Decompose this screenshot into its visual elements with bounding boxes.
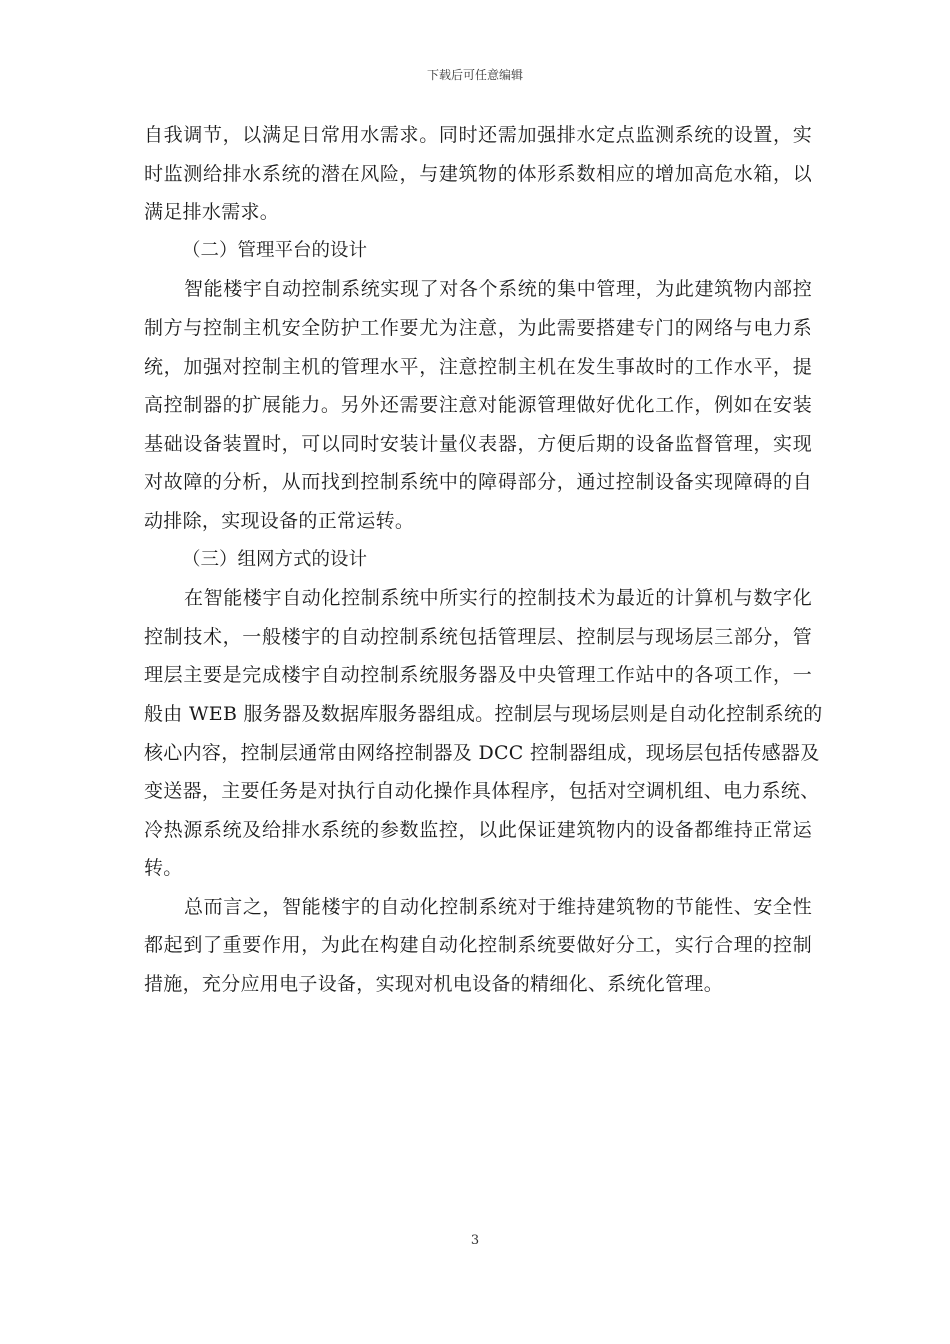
section-heading-3: （三）组网方式的设计 — [182, 548, 368, 570]
page-header: 下载后可任意编辑 — [426, 68, 523, 82]
paragraph-line: 总而言之，智能楼宇的自动化控制系统对于维持建筑物的节能性、安全性 — [184, 895, 812, 918]
paragraph-line: 时监测给排水系统的潜在风险，与建筑物的体形系数相应的增加高危水箱，以 — [144, 162, 812, 185]
page-number: 3 — [470, 1233, 480, 1248]
paragraph-line: 满足排水需求。 — [144, 201, 280, 224]
paragraph-line: 般由 WEB 服务器及数据库服务器组成。控制层与现场层则是自动化控制系统的 — [144, 702, 823, 725]
paragraph-2 — [144, 270, 812, 540]
paragraph-line: 高控制器的扩展能力。另外还需要注意对能源管理做好优化工作，例如在安装 — [144, 394, 812, 417]
paragraph-line: 核心内容，控制层通常由网络控制器及 DCC 控制器组成，现场层包括传感器及 — [144, 741, 820, 764]
paragraph-line: 理层主要是完成楼宇自动控制系统服务器及中央管理工作站中的各项工作，一 — [144, 664, 812, 687]
paragraph-line: 控制技术，一般楼宇的自动控制系统包括管理层、控制层与现场层三部分，管 — [144, 625, 812, 648]
section-heading-2: （二）管理平台的设计 — [182, 239, 368, 261]
paragraph-line: 智能楼宇自动控制系统实现了对各个系统的集中管理，为此建筑物内部控 — [184, 278, 812, 301]
paragraph-line: 冷热源系统及给排水系统的参数监控，以此保证建筑物内的设备都维持正常运 — [144, 818, 812, 841]
paragraph-line: 措施，充分应用电子设备，实现对机电设备的精细化、系统化管理。 — [144, 973, 724, 996]
paragraph-line: 变送器，主要任务是对执行自动化操作具体程序，包括对空调机组、电力系统、 — [144, 780, 820, 803]
paragraph-line: 自我调节，以满足日常用水需求。同时还需加强排水定点监测系统的设置，实 — [144, 124, 812, 146]
paragraph-line: 基础设备装置时，可以同时安装计量仪表器，方便后期的设备监督管理，实现 — [144, 432, 812, 455]
document-body — [144, 116, 823, 1004]
paragraph-line: 制方与控制主机安全防护工作要尤为注意，为此需要搭建专门的网络与电力系 — [144, 316, 812, 339]
paragraph-4 — [144, 888, 812, 1004]
paragraph-line: 转。 — [144, 857, 183, 880]
paragraph-line: 都起到了重要作用，为此在构建自动化控制系统要做好分工，实行合理的控制 — [144, 934, 812, 957]
paragraph-1 — [144, 116, 812, 232]
paragraph-line: 统，加强对控制主机的管理水平，注意控制主机在发生事故时的工作水平，提 — [144, 355, 812, 378]
paragraph-line: 动排除，实现设备的正常运转。 — [144, 509, 415, 532]
paragraph-line: 对故障的分析，从而找到控制系统中的障碍部分，通过控制设备实现障碍的自 — [144, 471, 812, 494]
paragraph-3 — [144, 579, 823, 888]
paragraph-line: 在智能楼宇自动化控制系统中所实行的控制技术为最近的计算机与数字化 — [184, 587, 812, 610]
